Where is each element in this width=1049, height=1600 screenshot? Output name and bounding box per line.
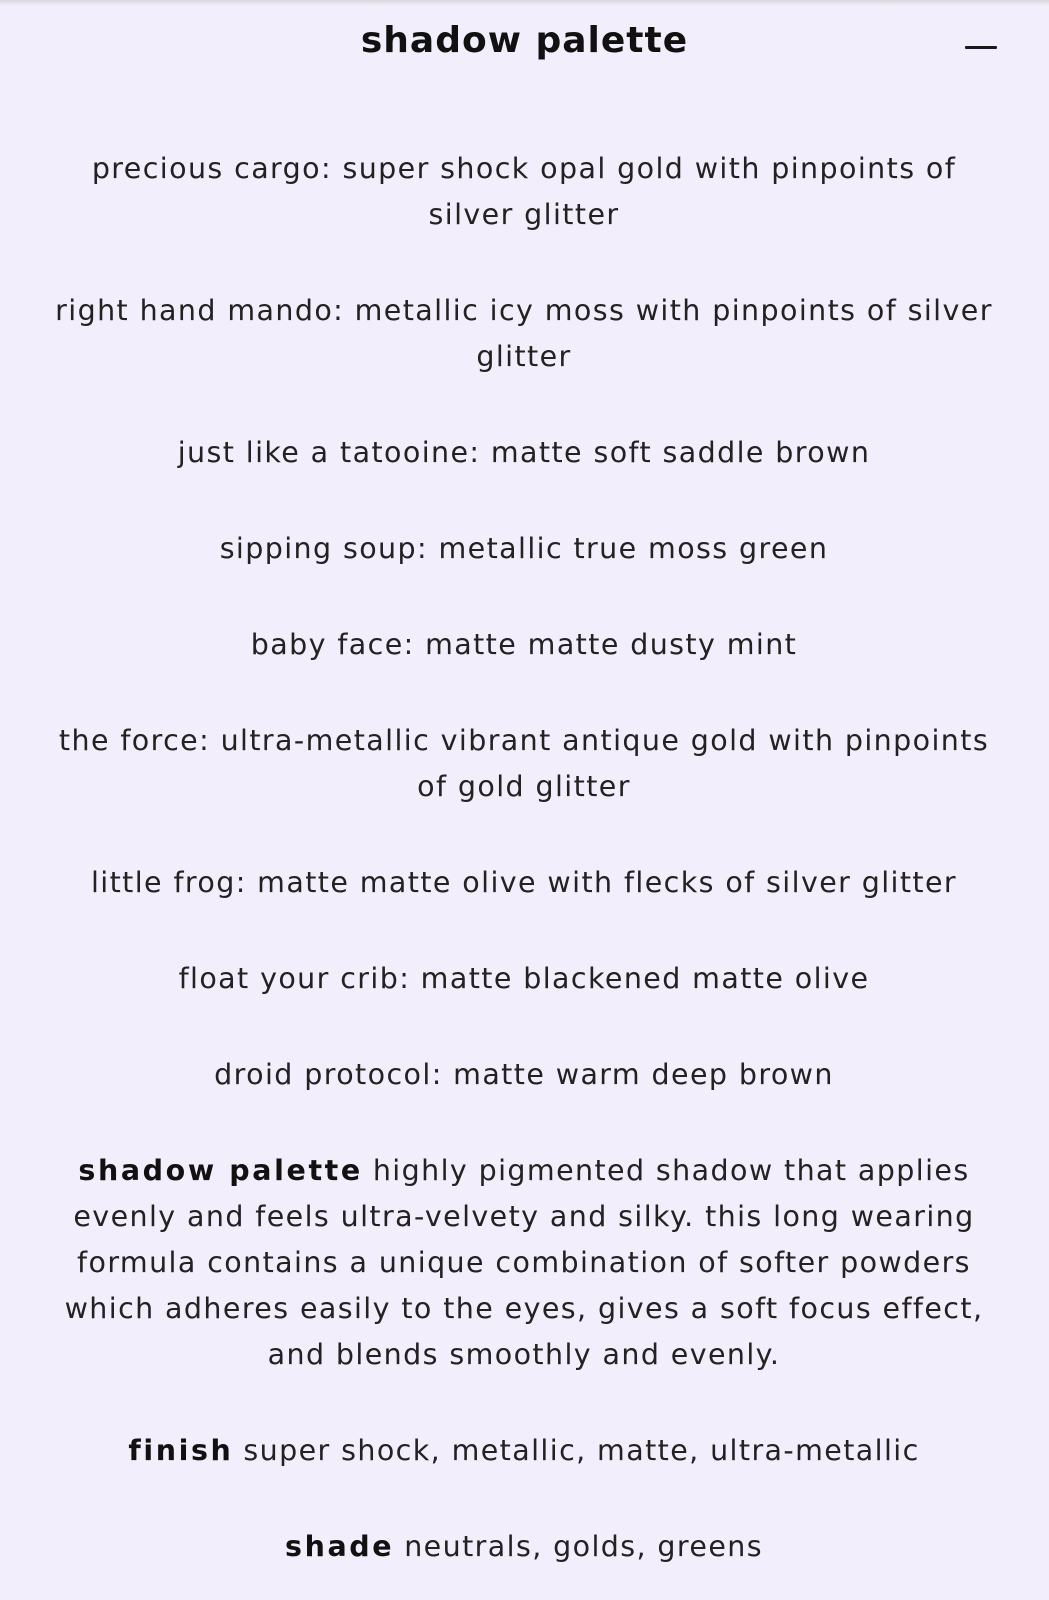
shade-item: right hand mando: metallic icy moss with pinpoints of silver glitter xyxy=(55,294,993,373)
accordion-content xyxy=(55,146,993,1570)
finish-text: super shock, metallic, matte, ultra-metallic xyxy=(243,1434,920,1467)
accordion-header[interactable] xyxy=(0,0,1049,90)
shade-item: sipping soup: metallic true moss green xyxy=(219,532,829,565)
shade-item: float your crib: matte blackened matte olive xyxy=(178,962,870,995)
finish-label: finish xyxy=(128,1434,234,1467)
shade-info xyxy=(55,1524,993,1570)
shade-item: the force: ultra-metallic vibrant antique gold with pinpoints of gold glitter xyxy=(58,724,990,803)
shade-item: droid protocol: matte warm deep brown xyxy=(214,1058,834,1091)
section-title: shadow palette xyxy=(360,20,689,61)
shade-label: shade xyxy=(285,1530,395,1563)
shade-item: baby face: matte matte dusty mint xyxy=(250,628,798,661)
minus-icon xyxy=(965,46,997,49)
collapse-button[interactable] xyxy=(955,22,1005,72)
product-description xyxy=(55,1148,993,1378)
shade-item: precious cargo: super shock opal gold with pinpoints of silver glitter xyxy=(91,152,957,231)
shade-text: neutrals, golds, greens xyxy=(404,1530,763,1563)
description-text: highly pigmented shadow that applies evenly and feels ultra-velvety and silky. this long wearing formula contains a unique combination of softer powders which adheres easily to the eyes, gives a soft focus effect, and blends smoothly and evenly. xyxy=(64,1154,984,1371)
finish-info xyxy=(55,1428,993,1474)
description-label: shadow palette xyxy=(78,1154,363,1187)
shade-item: just like a tatooine: matte soft saddle brown xyxy=(177,436,871,469)
shade-item: little frog: matte matte olive with flecks of silver glitter xyxy=(90,866,958,899)
